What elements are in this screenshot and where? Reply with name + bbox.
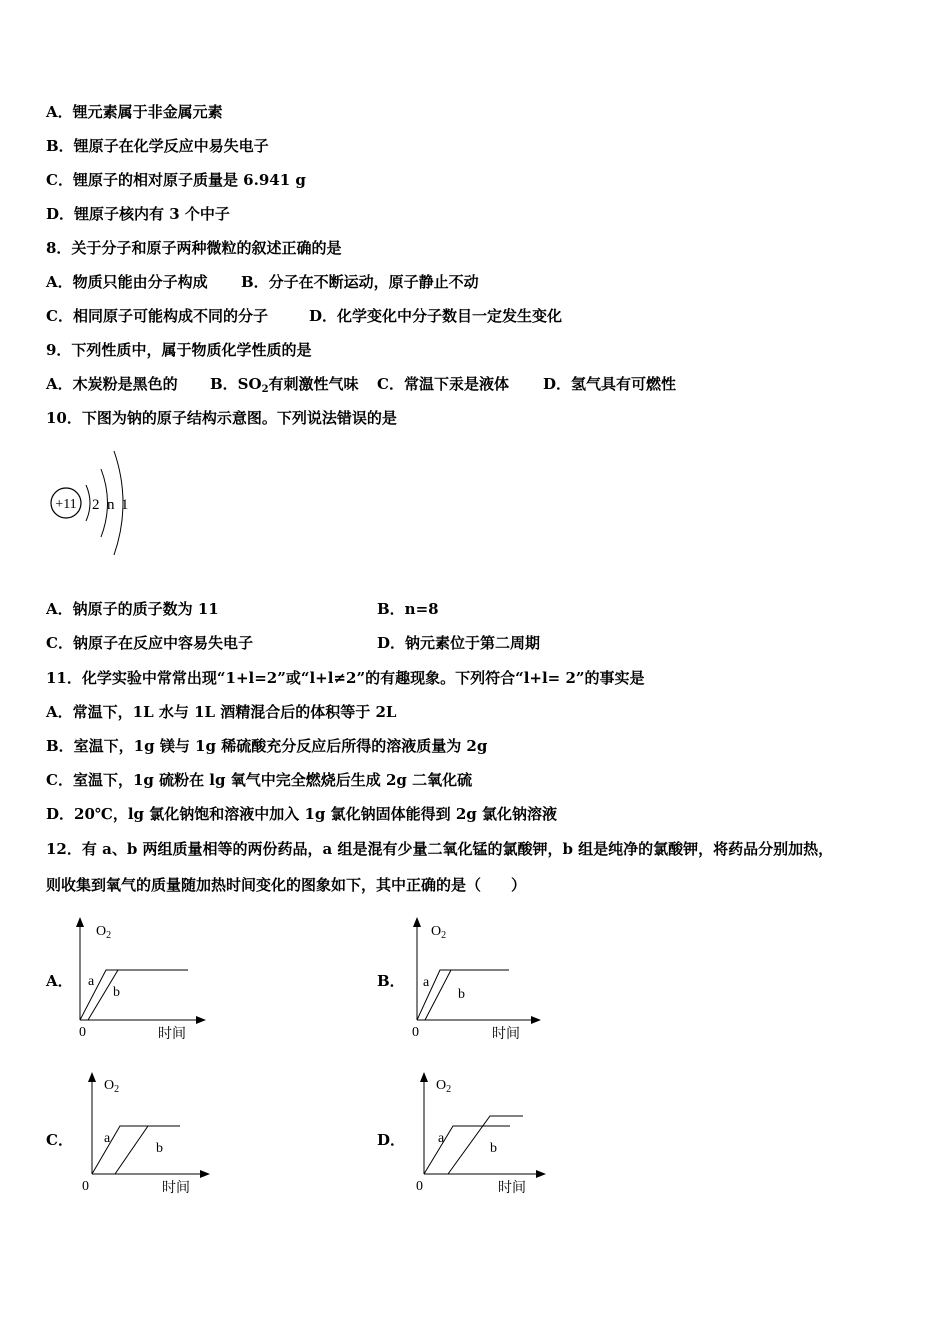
graph-b-origin: 0	[412, 1025, 419, 1040]
q8-option-c: C．相同原子可能构成不同的分子	[46, 307, 268, 325]
graph-c-series-b	[115, 1126, 148, 1174]
graph-a-label-a: a	[88, 974, 95, 989]
q10-option-c: C．钠原子在反应中容易失电子	[46, 634, 253, 652]
graph-c-x-label: 时间	[162, 1181, 190, 1196]
graph-a	[70, 915, 210, 1045]
q8-option-b: B．分子在不断运动，原子静止不动	[241, 273, 479, 291]
q10-option-a: A．钠原子的质子数为 11	[46, 600, 219, 618]
q10-option-b: B．n=8	[377, 600, 439, 618]
q7-option-d: D．锂原子核内有 3 个中子	[46, 205, 230, 223]
graph-c-origin: 0	[82, 1179, 89, 1194]
q12-label-b: B．	[377, 972, 405, 990]
q9-option-b	[210, 374, 359, 400]
q11-stem: 11．化学实验中常常出现“1+l=2”或“l+l≠2”的有趣现象。下列符合“l+l= 2”的事实是	[46, 669, 645, 687]
q10-stem: 10．下图为钠的原子结构示意图。下列说法错误的是	[46, 409, 397, 427]
graph-b-x-label: 时间	[492, 1027, 520, 1042]
graph-d-x-label: 时间	[498, 1181, 526, 1196]
shell-2-count: n	[107, 497, 115, 513]
q8-option-d: D．化学变化中分子数目一定发生变化	[309, 307, 563, 325]
q9-option-a: A．木炭粉是黑色的	[46, 375, 178, 393]
q7-option-a: A．锂元素属于非金属元素	[46, 103, 223, 121]
q9-option-b-subscript: 2	[261, 384, 269, 395]
graph-d-series-a	[424, 1126, 510, 1174]
q8-option-a: A．物质只能由分子构成	[46, 273, 208, 291]
q9-stem: 9．下列性质中，属于物质化学性质的是	[46, 341, 312, 359]
graph-b-y-label: $O_2$	[431, 924, 447, 941]
q12-label-c: C．	[46, 1131, 73, 1149]
shell-1-count: 2	[92, 497, 100, 513]
graph-d-series-b	[448, 1116, 523, 1174]
graph-d-label-a: a	[438, 1131, 445, 1146]
q12-stem-line1: 12．有 a、b 两组质量相等的两份药品，a 组是混有少量二氧化锰的氯酸钾，b 组是纯净的氯酸钾，将药品分别加热，	[46, 840, 834, 858]
q12-stem-line2: 则收集到氧气的质量随加热时间变化的图象如下，其中正确的是（ ）	[46, 876, 527, 894]
graph-b	[405, 915, 545, 1045]
graph-d	[408, 1068, 548, 1198]
graph-d-y-label: $O_2$	[436, 1078, 452, 1095]
graph-d-label-b: b	[490, 1141, 497, 1156]
graph-b-label-a: a	[423, 975, 430, 990]
graph-a-series-a	[80, 970, 188, 1020]
q7-option-c: C．锂原子的相对原子质量是 6.941 g	[46, 171, 306, 189]
q11-option-a: A．常温下，1L 水与 1L 酒精混合后的体积等于 2L	[46, 703, 397, 721]
q11-option-d: D．20℃，lg 氯化钠饱和溶液中加入 1g 氯化钠固体能得到 2g 氯化钠溶液	[46, 805, 558, 823]
graph-c	[78, 1068, 218, 1198]
q12-label-a: A．	[46, 972, 73, 990]
q12-label-d: D．	[377, 1131, 406, 1149]
q9-option-d: D．氢气具有可燃性	[543, 375, 677, 393]
graph-c-label-a: a	[104, 1131, 111, 1146]
graph-c-y-label: $O_2$	[104, 1078, 120, 1095]
sodium-atom-diagram	[46, 445, 146, 560]
shell-3-count: 1	[121, 497, 129, 513]
q9-option-b-prefix: B．SO	[210, 375, 262, 393]
graph-d-origin: 0	[416, 1179, 423, 1194]
q11-option-b: B．室温下，1g 镁与 1g 稀硫酸充分反应后所得的溶液质量为 2g	[46, 737, 488, 755]
nucleus-charge: +11	[55, 497, 77, 512]
graph-a-label-b: b	[113, 985, 120, 1000]
q8-stem: 8．关于分子和原子两种微粒的叙述正确的是	[46, 239, 342, 257]
graph-b-label-b: b	[458, 987, 465, 1002]
graph-b-series-b	[425, 970, 509, 1020]
q11-option-c: C．室温下，1g 硫粉在 lg 氧气中完全燃烧后生成 2g 二氧化硫	[46, 771, 473, 789]
graph-c-label-b: b	[156, 1141, 163, 1156]
graph-a-x-label: 时间	[158, 1027, 186, 1042]
graph-a-origin: 0	[79, 1025, 86, 1040]
q7-option-b: B．锂原子在化学反应中易失电子	[46, 137, 269, 155]
q9-option-c: C．常温下汞是液体	[377, 375, 509, 393]
graph-a-y-label: $O_2$	[96, 924, 112, 941]
q10-option-d: D．钠元素位于第二周期	[377, 634, 541, 652]
q9-option-b-suffix: 有刺激性气味	[268, 375, 359, 393]
